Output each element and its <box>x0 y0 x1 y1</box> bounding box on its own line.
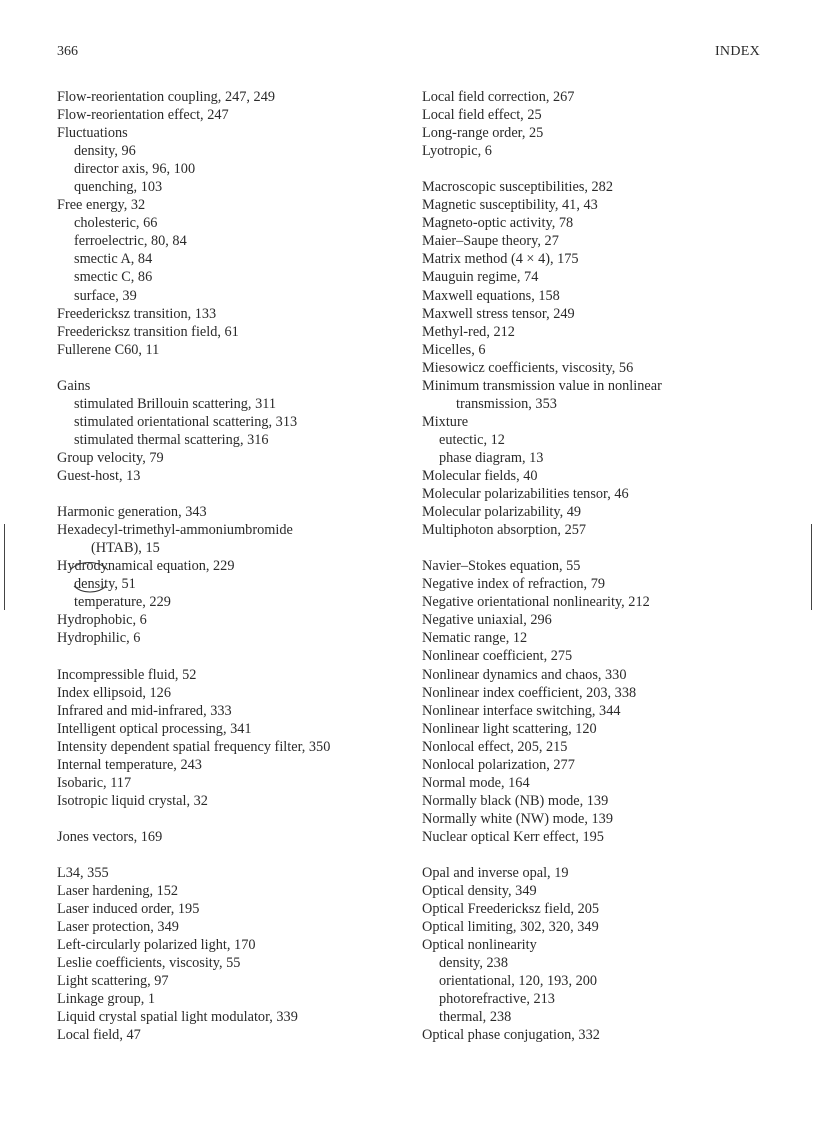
index-subentry: orientational, 120, 193, 200 <box>439 973 598 990</box>
index-subentry: stimulated Brillouin scattering, 311 <box>74 395 276 412</box>
index-column-right <box>422 88 767 1044</box>
index-entry: Nuclear optical Kerr effect, 195 <box>422 828 604 845</box>
index-entry: Light scattering, 97 <box>57 973 169 990</box>
index-entry: Mixture <box>422 413 469 430</box>
index-entry: Left-circularly polarized light, 170 <box>57 937 256 954</box>
section-gap <box>57 647 402 665</box>
index-entry: Optical density, 349 <box>422 883 537 900</box>
section-gap <box>422 846 767 864</box>
index-entry: Internal temperature, 243 <box>57 756 202 773</box>
margin-rule-right <box>811 524 812 610</box>
index-subentry: director axis, 96, 100 <box>74 161 196 178</box>
index-entry: Local field, 47 <box>57 1027 141 1044</box>
index-entry: Methyl-red, 212 <box>422 323 515 340</box>
index-entry: Intensity dependent spatial frequency filter, 350 <box>57 738 331 755</box>
index-entry: Jones vectors, 169 <box>57 828 163 845</box>
index-subentry: stimulated thermal scattering, 316 <box>74 431 269 448</box>
index-entry: Normally black (NB) mode, 139 <box>422 792 609 809</box>
index-entry: Maxwell stress tensor, 249 <box>422 305 575 322</box>
index-subentry: smectic A, 84 <box>74 251 153 268</box>
index-entry: Nonlinear light scattering, 120 <box>422 720 597 737</box>
index-entry: Nonlinear coefficient, 275 <box>422 648 573 665</box>
index-entry: Hydrophobic, 6 <box>57 612 147 629</box>
index-subentry: eutectic, 12 <box>439 431 505 448</box>
index-entry: Local field effect, 25 <box>422 107 542 124</box>
index-entry: Maxwell equations, 158 <box>422 287 560 304</box>
index-entry: Multiphoton absorption, 257 <box>422 522 587 539</box>
section-gap <box>57 846 402 864</box>
index-subentry: phase diagram, 13 <box>439 449 544 466</box>
index-entry: Group velocity, 79 <box>57 449 164 466</box>
index-entry: Normal mode, 164 <box>422 774 530 791</box>
index-entry: Mauguin regime, 74 <box>422 269 539 286</box>
index-entry: Hydrophilic, 6 <box>57 630 141 647</box>
index-entry: Isotropic liquid crystal, 32 <box>57 792 208 809</box>
index-entry: Free energy, 32 <box>57 197 146 214</box>
index-entry: Isobaric, 117 <box>57 774 132 791</box>
index-entry: Optical nonlinearity <box>422 937 537 954</box>
index-entry: Guest-host, 13 <box>57 467 141 484</box>
index-entry: Index ellipsoid, 126 <box>57 684 171 701</box>
index-entry: Hydrodynamical equation, 229 <box>57 558 235 575</box>
index-entry: Molecular fields, 40 <box>422 467 538 484</box>
index-entry: Negative orientational nonlinearity, 212 <box>422 594 650 611</box>
index-subentry: photorefractive, 213 <box>439 991 555 1008</box>
index-subentry: temperature, 229 <box>74 594 171 611</box>
index-entry: Molecular polarizability, 49 <box>422 504 582 521</box>
index-entry: Magnetic susceptibility, 41, 43 <box>422 197 598 214</box>
index-entry: Macroscopic susceptibilities, 282 <box>422 179 613 196</box>
index-entry: Optical phase conjugation, 332 <box>422 1027 600 1044</box>
index-entry: Negative uniaxial, 296 <box>422 612 552 629</box>
index-entry: Molecular polarizabilities tensor, 46 <box>422 486 629 503</box>
index-subentry: cholesteric, 66 <box>74 215 158 232</box>
index-entry: Leslie coefficients, viscosity, 55 <box>57 955 241 972</box>
index-subentry: smectic C, 86 <box>74 269 153 286</box>
index-entry: Gains <box>57 377 91 394</box>
index-entry-continuation: (HTAB), 15 <box>91 540 160 557</box>
index-entry: Intelligent optical processing, 341 <box>57 720 252 737</box>
index-entry: Maier–Saupe theory, 27 <box>422 233 559 250</box>
index-entry: Nonlinear dynamics and chaos, 330 <box>422 666 627 683</box>
index-entry-continuation: transmission, 353 <box>456 395 557 412</box>
running-head: INDEX <box>714 44 760 59</box>
index-entry: Magneto-optic activity, 78 <box>422 215 574 232</box>
index-subentry: stimulated orientational scattering, 313 <box>74 413 298 430</box>
index-subentry: thermal, 238 <box>439 1009 512 1026</box>
index-entry: Optical limiting, 302, 320, 349 <box>422 919 599 936</box>
index-entry: Negative index of refraction, 79 <box>422 576 606 593</box>
index-entry: Laser protection, 349 <box>57 919 179 936</box>
section-gap <box>422 539 767 557</box>
index-entry: Minimum transmission value in nonlinear <box>422 377 662 394</box>
index-entry: Long-range order, 25 <box>422 125 544 142</box>
index-entry: Freedericksz transition, 133 <box>57 305 217 322</box>
index-entry: Miesowicz coefficients, viscosity, 56 <box>422 359 634 376</box>
index-entry: Fullerene C60, 11 <box>57 341 160 358</box>
margin-rule-left <box>4 524 5 610</box>
index-entry: Lyotropic, 6 <box>422 143 492 160</box>
index-entry: Fluctuations <box>57 125 128 142</box>
section-gap <box>57 810 402 828</box>
index-subentry: ferroelectric, 80, 84 <box>74 233 187 250</box>
index-entry: Nonlinear index coefficient, 203, 338 <box>422 684 637 701</box>
index-entry: L34, 355 <box>57 865 109 882</box>
index-entry: Nematic range, 12 <box>422 630 528 647</box>
index-entry: Infrared and mid-infrared, 333 <box>57 702 232 719</box>
index-entry: Incompressible fluid, 52 <box>57 666 197 683</box>
index-entry: Liquid crystal spatial light modulator, 339 <box>57 1009 298 1026</box>
index-entry: Flow-reorientation coupling, 247, 249 <box>57 89 275 105</box>
page-number: 366 <box>57 44 78 59</box>
index-entry: Nonlocal effect, 205, 215 <box>422 738 568 755</box>
section-gap <box>57 359 402 377</box>
index-subentry: density, 51 <box>74 576 136 593</box>
section-gap <box>422 160 767 178</box>
index-entry: Nonlocal polarization, 277 <box>422 756 575 773</box>
index-entry: Linkage group, 1 <box>57 991 156 1008</box>
index-subentry: density, 96 <box>74 143 136 160</box>
index-entry: Opal and inverse opal, 19 <box>422 865 569 882</box>
index-subentry: quenching, 103 <box>74 179 163 196</box>
index-entry: Harmonic generation, 343 <box>57 504 207 521</box>
index-subentry: surface, 39 <box>74 287 137 304</box>
index-subentry: density, 238 <box>439 955 508 972</box>
index-entry: Laser hardening, 152 <box>57 883 179 900</box>
index-entry: Navier–Stokes equation, 55 <box>422 558 581 575</box>
index-entry: Normally white (NW) mode, 139 <box>422 810 613 827</box>
handwritten-correction-mark <box>62 556 114 608</box>
index-entry: Micelles, 6 <box>422 341 486 358</box>
index-entry: Laser induced order, 195 <box>57 901 200 918</box>
index-entry: Nonlinear interface switching, 344 <box>422 702 621 719</box>
index-entry: Local field correction, 267 <box>422 89 575 105</box>
index-entry: Matrix method (4 × 4), 175 <box>422 251 579 268</box>
index-entry: Freedericksz transition field, 61 <box>57 323 239 340</box>
index-entry: Hexadecyl-trimethyl-ammoniumbromide <box>57 522 293 539</box>
index-entry: Optical Freedericksz field, 205 <box>422 901 600 918</box>
index-entry: Flow-reorientation effect, 247 <box>57 107 229 124</box>
section-gap <box>57 485 402 503</box>
